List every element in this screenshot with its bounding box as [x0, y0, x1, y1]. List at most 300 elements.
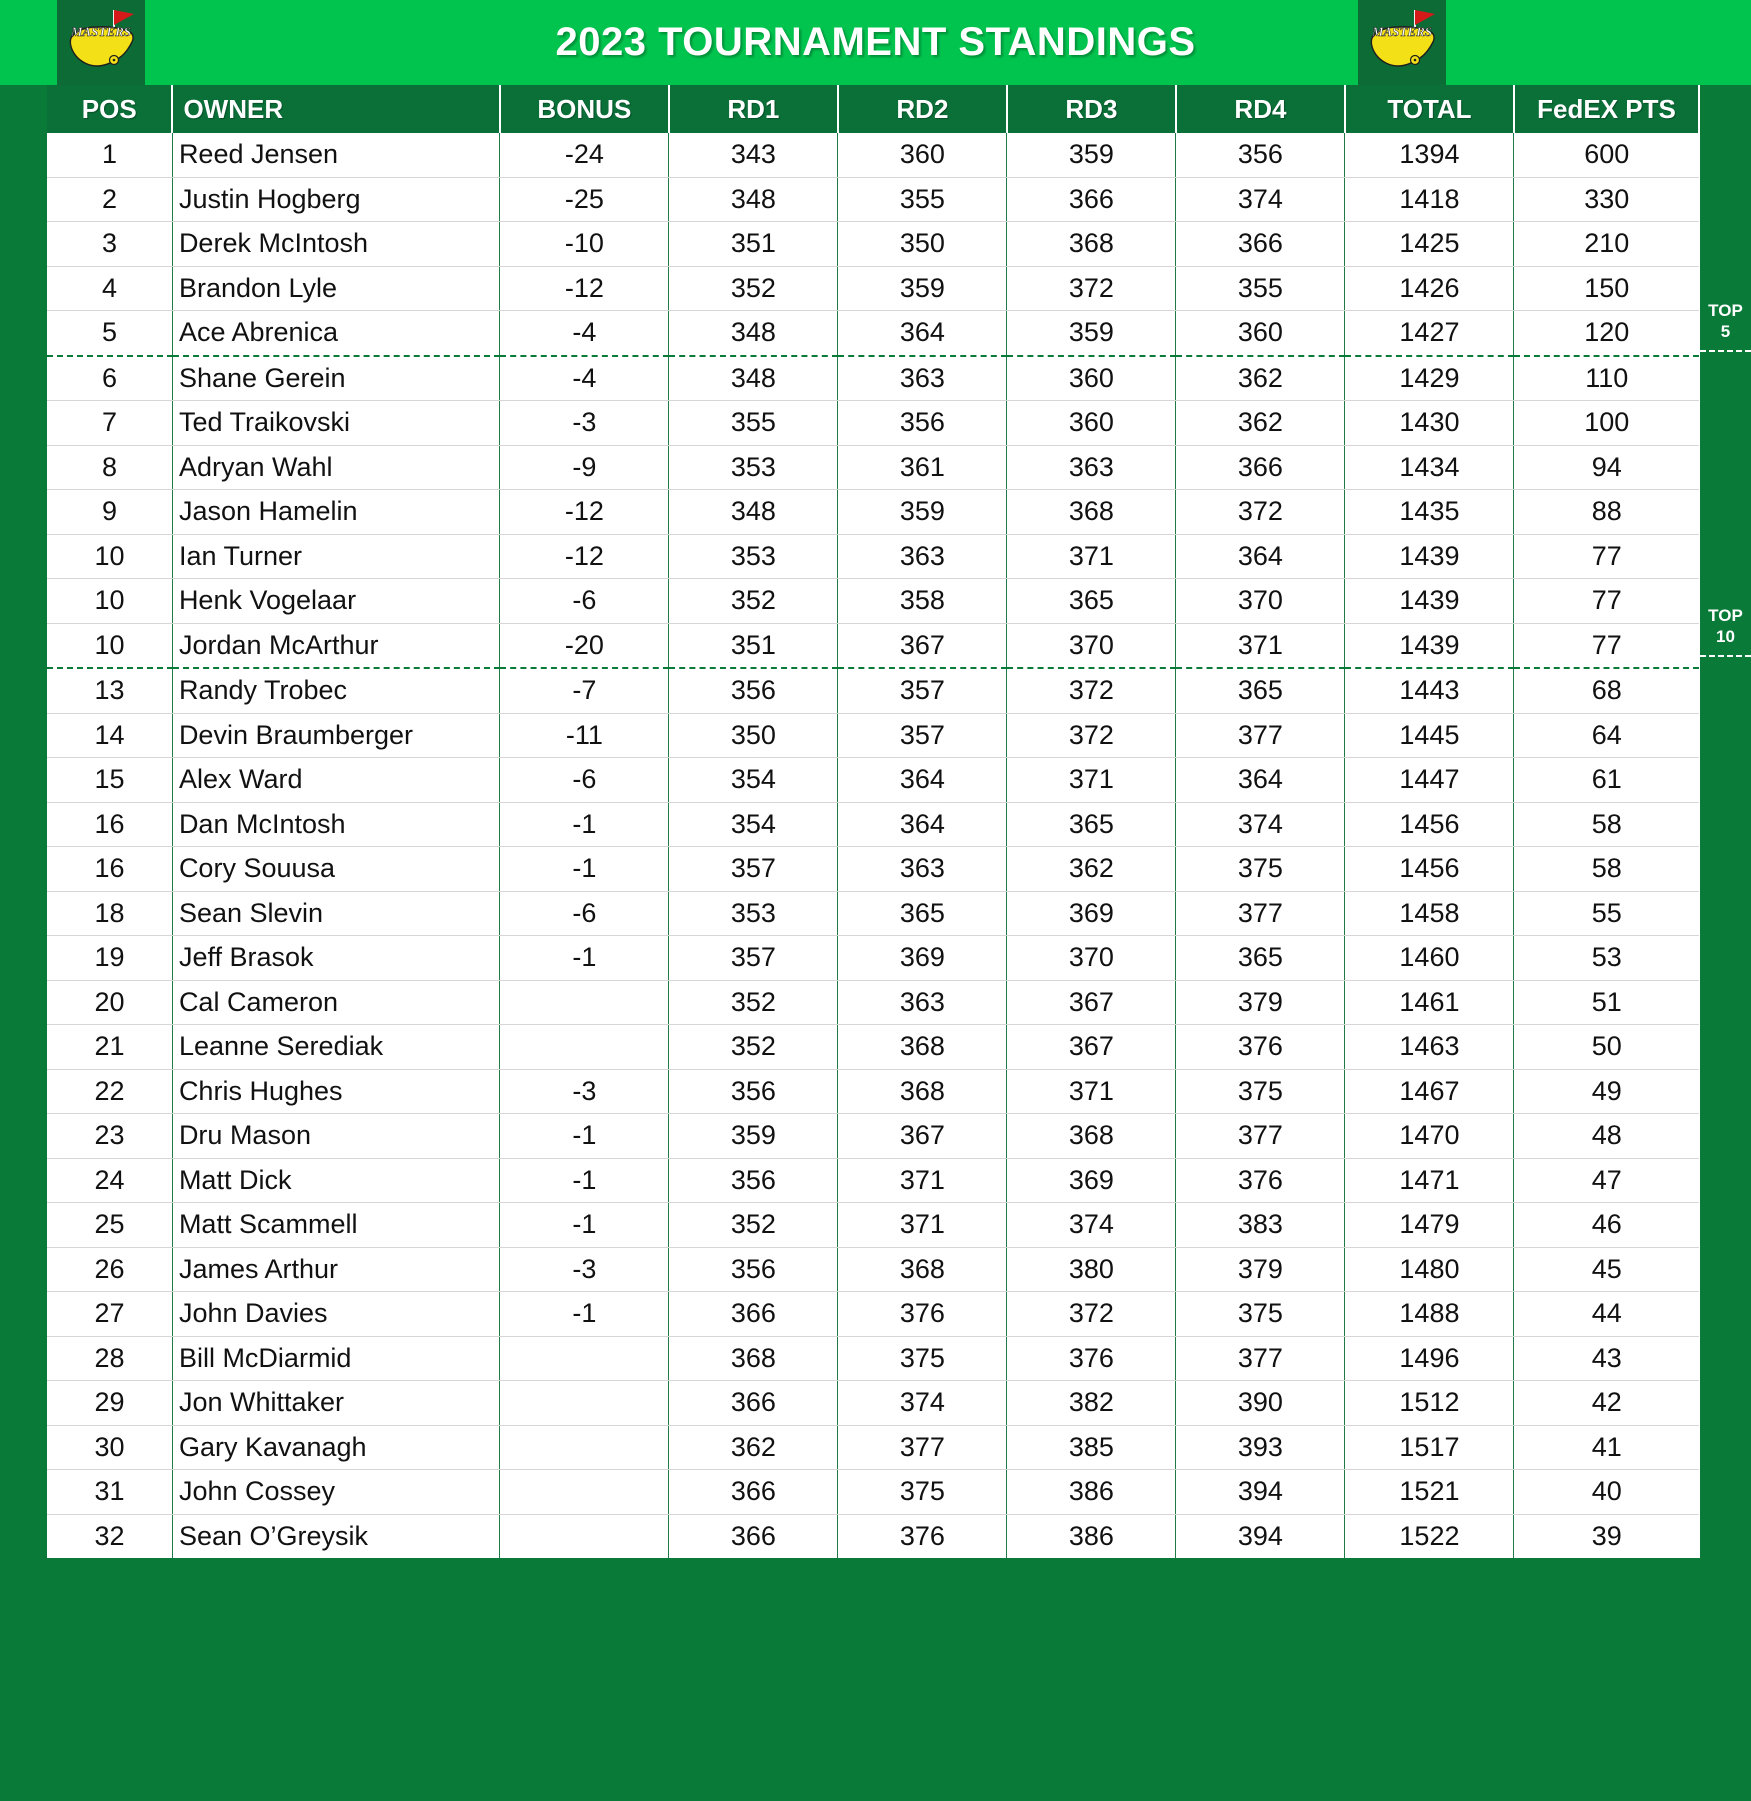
cell-rd3: 380 — [1007, 1247, 1176, 1292]
cell-total: 1461 — [1345, 980, 1514, 1025]
cell-rd1: 352 — [669, 266, 838, 311]
cell-fedex: 58 — [1514, 802, 1699, 847]
column-header-total[interactable]: TOTAL — [1345, 85, 1514, 133]
cell-rd2: 368 — [838, 1069, 1007, 1114]
column-header-rd4[interactable]: RD4 — [1176, 85, 1345, 133]
cell-total: 1430 — [1345, 401, 1514, 446]
cell-bonus: -3 — [500, 1069, 669, 1114]
table-row[interactable] — [47, 133, 1699, 177]
top5-marker — [1700, 300, 1751, 342]
cell-rd1: 354 — [669, 758, 838, 803]
cell-bonus: -6 — [500, 891, 669, 936]
top10-marker-line1: TOP — [1708, 606, 1743, 625]
cell-total: 1471 — [1345, 1158, 1514, 1203]
cell-rd3: 366 — [1007, 177, 1176, 222]
cell-rd2: 371 — [838, 1158, 1007, 1203]
cell-fedex: 45 — [1514, 1247, 1699, 1292]
cell-rd4: 377 — [1176, 1336, 1345, 1381]
cell-owner: Jon Whittaker — [172, 1381, 499, 1426]
cell-pos: 31 — [47, 1470, 172, 1515]
cell-fedex: 68 — [1514, 668, 1699, 713]
cell-rd2: 367 — [838, 1114, 1007, 1159]
cell-fedex: 77 — [1514, 579, 1699, 624]
cell-fedex: 53 — [1514, 936, 1699, 981]
cell-rd1: 343 — [669, 133, 838, 177]
cell-rd3: 362 — [1007, 847, 1176, 892]
column-header-pos[interactable]: POS — [47, 85, 172, 133]
table-row[interactable] — [47, 534, 1699, 579]
standings-body — [47, 133, 1699, 1558]
cell-rd2: 365 — [838, 891, 1007, 936]
table-row[interactable] — [47, 668, 1699, 713]
cell-pos: 10 — [47, 579, 172, 624]
cell-rd3: 372 — [1007, 266, 1176, 311]
table-row[interactable] — [47, 1203, 1699, 1248]
cell-rd2: 357 — [838, 668, 1007, 713]
cell-fedex: 94 — [1514, 445, 1699, 490]
cell-rd4: 383 — [1176, 1203, 1345, 1248]
cell-pos: 28 — [47, 1336, 172, 1381]
cell-rd1: 354 — [669, 802, 838, 847]
cell-bonus: -6 — [500, 579, 669, 624]
cell-total: 1456 — [1345, 802, 1514, 847]
top5-dash-marker — [1700, 350, 1751, 352]
cell-rd4: 364 — [1176, 534, 1345, 579]
cell-pos: 19 — [47, 936, 172, 981]
cell-rd3: 368 — [1007, 1114, 1176, 1159]
table-row[interactable] — [47, 1069, 1699, 1114]
cell-fedex: 49 — [1514, 1069, 1699, 1114]
cell-fedex: 58 — [1514, 847, 1699, 892]
cell-rd3: 369 — [1007, 891, 1176, 936]
cell-total: 1418 — [1345, 177, 1514, 222]
table-row[interactable] — [47, 891, 1699, 936]
cell-fedex: 48 — [1514, 1114, 1699, 1159]
cell-rd2: 361 — [838, 445, 1007, 490]
cell-owner: Ian Turner — [172, 534, 499, 579]
cell-rd3: 374 — [1007, 1203, 1176, 1248]
table-row[interactable] — [47, 1381, 1699, 1426]
cell-rd4: 390 — [1176, 1381, 1345, 1426]
cell-rd1: 348 — [669, 177, 838, 222]
cell-fedex: 44 — [1514, 1292, 1699, 1337]
cell-fedex: 46 — [1514, 1203, 1699, 1248]
cell-rd4: 375 — [1176, 1069, 1345, 1114]
cell-rd1: 353 — [669, 534, 838, 579]
cell-bonus: -9 — [500, 445, 669, 490]
cell-owner: John Davies — [172, 1292, 499, 1337]
cell-rd2: 377 — [838, 1425, 1007, 1470]
cell-owner: Brandon Lyle — [172, 266, 499, 311]
cell-rd4: 374 — [1176, 802, 1345, 847]
table-row[interactable] — [47, 847, 1699, 892]
cell-owner: Gary Kavanagh — [172, 1425, 499, 1470]
cell-bonus: -1 — [500, 1292, 669, 1337]
cell-rd4: 377 — [1176, 1114, 1345, 1159]
cell-bonus: -20 — [500, 623, 669, 668]
cell-rd1: 357 — [669, 847, 838, 892]
table-header-row — [47, 85, 1699, 133]
cell-rd4: 365 — [1176, 936, 1345, 981]
cell-rd1: 356 — [669, 1069, 838, 1114]
cell-pos: 14 — [47, 713, 172, 758]
cell-bonus: -3 — [500, 401, 669, 446]
cell-total: 1463 — [1345, 1025, 1514, 1070]
cell-rd3: 360 — [1007, 401, 1176, 446]
cell-rd3: 369 — [1007, 1158, 1176, 1203]
cell-total: 1426 — [1345, 266, 1514, 311]
cell-rd2: 350 — [838, 222, 1007, 267]
cell-rd1: 348 — [669, 356, 838, 401]
cell-rd4: 362 — [1176, 356, 1345, 401]
cell-fedex: 77 — [1514, 623, 1699, 668]
cell-total: 1439 — [1345, 623, 1514, 668]
cell-owner: Devin Braumberger — [172, 713, 499, 758]
cell-rd4: 377 — [1176, 891, 1345, 936]
cell-pos: 21 — [47, 1025, 172, 1070]
cell-pos: 8 — [47, 445, 172, 490]
cell-total: 1496 — [1345, 1336, 1514, 1381]
cell-rd2: 363 — [838, 356, 1007, 401]
cell-rd3: 365 — [1007, 579, 1176, 624]
cell-fedex: 61 — [1514, 758, 1699, 803]
cell-rd2: 367 — [838, 623, 1007, 668]
cell-rd1: 356 — [669, 1158, 838, 1203]
cell-bonus: -1 — [500, 1203, 669, 1248]
cell-rd4: 366 — [1176, 222, 1345, 267]
cell-rd2: 371 — [838, 1203, 1007, 1248]
table-row[interactable] — [47, 936, 1699, 981]
cell-total: 1435 — [1345, 490, 1514, 535]
cell-rd3: 367 — [1007, 980, 1176, 1025]
cell-fedex: 41 — [1514, 1425, 1699, 1470]
standings-table-wrap — [47, 85, 1700, 1558]
svg-text:MASTERS: MASTERS — [1372, 24, 1432, 39]
cell-pos: 2 — [47, 177, 172, 222]
table-row[interactable] — [47, 356, 1699, 401]
cell-rd1: 351 — [669, 222, 838, 267]
cell-bonus: -1 — [500, 1114, 669, 1159]
cell-owner: Dan McIntosh — [172, 802, 499, 847]
column-header-rd3[interactable]: RD3 — [1007, 85, 1176, 133]
cell-owner: Adryan Wahl — [172, 445, 499, 490]
cell-rd2: 369 — [838, 936, 1007, 981]
cell-pos: 6 — [47, 356, 172, 401]
column-header-owner[interactable]: OWNER — [172, 85, 499, 133]
cell-fedex: 50 — [1514, 1025, 1699, 1070]
cell-bonus: -1 — [500, 847, 669, 892]
cell-pos: 10 — [47, 623, 172, 668]
cell-total: 1521 — [1345, 1470, 1514, 1515]
column-header-bonus[interactable]: BONUS — [500, 85, 669, 133]
cell-rd1: 359 — [669, 1114, 838, 1159]
cell-total: 1467 — [1345, 1069, 1514, 1114]
table-row[interactable] — [47, 490, 1699, 535]
table-row[interactable] — [47, 1292, 1699, 1337]
cell-rd3: 359 — [1007, 311, 1176, 356]
cell-owner: John Cossey — [172, 1470, 499, 1515]
cell-bonus: -12 — [500, 490, 669, 535]
table-row[interactable] — [47, 177, 1699, 222]
table-row[interactable] — [47, 1247, 1699, 1292]
cell-total: 1447 — [1345, 758, 1514, 803]
cell-rd3: 371 — [1007, 758, 1176, 803]
cell-pos: 13 — [47, 668, 172, 713]
cell-total: 1480 — [1345, 1247, 1514, 1292]
cell-owner: Justin Hogberg — [172, 177, 499, 222]
cell-rd3: 363 — [1007, 445, 1176, 490]
cell-bonus: -12 — [500, 266, 669, 311]
cell-rd3: 370 — [1007, 623, 1176, 668]
cell-rd2: 363 — [838, 847, 1007, 892]
cell-fedex: 210 — [1514, 222, 1699, 267]
cell-rd1: 353 — [669, 445, 838, 490]
cell-pos: 23 — [47, 1114, 172, 1159]
cell-pos: 10 — [47, 534, 172, 579]
cell-owner: Dru Mason — [172, 1114, 499, 1159]
table-row[interactable] — [47, 222, 1699, 267]
cell-bonus: -24 — [500, 133, 669, 177]
cell-rd4: 370 — [1176, 579, 1345, 624]
cell-fedex: 77 — [1514, 534, 1699, 579]
cell-total: 1517 — [1345, 1425, 1514, 1470]
cell-rd3: 370 — [1007, 936, 1176, 981]
cell-rd2: 355 — [838, 177, 1007, 222]
table-row[interactable] — [47, 1514, 1699, 1558]
table-row[interactable] — [47, 1336, 1699, 1381]
top10-marker — [1700, 605, 1751, 647]
cell-owner: Chris Hughes — [172, 1069, 499, 1114]
cell-total: 1522 — [1345, 1514, 1514, 1558]
cell-rd2: 356 — [838, 401, 1007, 446]
cell-owner: Leanne Serediak — [172, 1025, 499, 1070]
table-row[interactable] — [47, 401, 1699, 446]
cell-rd1: 362 — [669, 1425, 838, 1470]
cell-rd1: 366 — [669, 1292, 838, 1337]
cell-owner: Henk Vogelaar — [172, 579, 499, 624]
cell-total: 1460 — [1345, 936, 1514, 981]
cell-bonus: -10 — [500, 222, 669, 267]
table-row[interactable] — [47, 980, 1699, 1025]
table-row[interactable] — [47, 1114, 1699, 1159]
cell-rd2: 359 — [838, 490, 1007, 535]
cell-rd3: 367 — [1007, 1025, 1176, 1070]
cell-bonus: -4 — [500, 356, 669, 401]
table-row[interactable] — [47, 266, 1699, 311]
cell-fedex: 330 — [1514, 177, 1699, 222]
cell-rd3: 360 — [1007, 356, 1176, 401]
cell-rd4: 360 — [1176, 311, 1345, 356]
cell-rd4: 365 — [1176, 668, 1345, 713]
cell-rd1: 353 — [669, 891, 838, 936]
cell-rd2: 363 — [838, 534, 1007, 579]
cell-owner: James Arthur — [172, 1247, 499, 1292]
top10-marker-line2: 10 — [1716, 627, 1735, 646]
table-row[interactable] — [47, 1025, 1699, 1070]
cell-rd1: 356 — [669, 668, 838, 713]
cell-fedex: 120 — [1514, 311, 1699, 356]
cell-owner: Sean Slevin — [172, 891, 499, 936]
cell-rd2: 363 — [838, 980, 1007, 1025]
cell-owner: Cal Cameron — [172, 980, 499, 1025]
cell-owner: Ted Traikovski — [172, 401, 499, 446]
cell-rd4: 376 — [1176, 1025, 1345, 1070]
cell-rd1: 352 — [669, 980, 838, 1025]
cell-owner: Jeff Brasok — [172, 936, 499, 981]
cell-rd4: 374 — [1176, 177, 1345, 222]
cell-pos: 16 — [47, 847, 172, 892]
cell-total: 1479 — [1345, 1203, 1514, 1248]
cell-bonus — [500, 1336, 669, 1381]
cell-fedex: 47 — [1514, 1158, 1699, 1203]
cell-total: 1456 — [1345, 847, 1514, 892]
cell-rd2: 375 — [838, 1336, 1007, 1381]
table-row[interactable] — [47, 579, 1699, 624]
cell-fedex: 150 — [1514, 266, 1699, 311]
cell-fedex: 88 — [1514, 490, 1699, 535]
cell-rd4: 379 — [1176, 1247, 1345, 1292]
column-header-rd1[interactable]: RD1 — [669, 85, 838, 133]
cell-rd1: 352 — [669, 579, 838, 624]
standings-table — [47, 85, 1700, 1558]
cell-rd4: 366 — [1176, 445, 1345, 490]
table-row[interactable] — [47, 1158, 1699, 1203]
cell-total: 1443 — [1345, 668, 1514, 713]
cell-bonus: -25 — [500, 177, 669, 222]
cell-rd3: 372 — [1007, 668, 1176, 713]
cell-rd1: 356 — [669, 1247, 838, 1292]
cell-rd3: 386 — [1007, 1514, 1176, 1558]
cell-rd1: 366 — [669, 1470, 838, 1515]
cell-rd3: 365 — [1007, 802, 1176, 847]
cell-fedex: 110 — [1514, 356, 1699, 401]
cell-rd2: 375 — [838, 1470, 1007, 1515]
cell-fedex: 55 — [1514, 891, 1699, 936]
cell-pos: 27 — [47, 1292, 172, 1337]
table-row[interactable] — [47, 802, 1699, 847]
cell-rd3: 372 — [1007, 1292, 1176, 1337]
top5-marker-line2: 5 — [1720, 322, 1731, 341]
cell-fedex: 40 — [1514, 1470, 1699, 1515]
table-row[interactable] — [47, 445, 1699, 490]
cell-rd4: 377 — [1176, 713, 1345, 758]
cell-pos: 30 — [47, 1425, 172, 1470]
cell-rd4: 375 — [1176, 847, 1345, 892]
cell-total: 1439 — [1345, 579, 1514, 624]
cell-pos: 26 — [47, 1247, 172, 1292]
cell-bonus — [500, 980, 669, 1025]
cell-bonus: -12 — [500, 534, 669, 579]
cell-rd3: 386 — [1007, 1470, 1176, 1515]
cell-rd1: 355 — [669, 401, 838, 446]
cell-owner: Shane Gerein — [172, 356, 499, 401]
cell-rd4: 364 — [1176, 758, 1345, 803]
cell-fedex: 64 — [1514, 713, 1699, 758]
cell-owner: Jordan McArthur — [172, 623, 499, 668]
cell-rd4: 375 — [1176, 1292, 1345, 1337]
cell-pos: 4 — [47, 266, 172, 311]
cell-pos: 24 — [47, 1158, 172, 1203]
cell-owner: Sean O’Greysik — [172, 1514, 499, 1558]
top10-dash-marker — [1700, 655, 1751, 657]
cell-pos: 32 — [47, 1514, 172, 1558]
masters-logo-left — [57, 0, 145, 85]
cell-rd4: 394 — [1176, 1514, 1345, 1558]
cell-bonus: -7 — [500, 668, 669, 713]
cell-fedex: 100 — [1514, 401, 1699, 446]
cell-rd3: 371 — [1007, 534, 1176, 579]
cell-total: 1488 — [1345, 1292, 1514, 1337]
cell-rd1: 348 — [669, 490, 838, 535]
cell-rd1: 357 — [669, 936, 838, 981]
cell-total: 1394 — [1345, 133, 1514, 177]
cell-fedex: 600 — [1514, 133, 1699, 177]
cell-pos: 3 — [47, 222, 172, 267]
cell-bonus: -4 — [500, 311, 669, 356]
cell-rd2: 357 — [838, 713, 1007, 758]
table-row[interactable] — [47, 713, 1699, 758]
cell-rd4: 393 — [1176, 1425, 1345, 1470]
cell-bonus: -1 — [500, 802, 669, 847]
cell-pos: 20 — [47, 980, 172, 1025]
cell-rd3: 382 — [1007, 1381, 1176, 1426]
cell-rd1: 351 — [669, 623, 838, 668]
cell-rd2: 376 — [838, 1292, 1007, 1337]
cell-bonus — [500, 1025, 669, 1070]
cell-rd1: 368 — [669, 1336, 838, 1381]
cell-total: 1445 — [1345, 713, 1514, 758]
cell-rd3: 385 — [1007, 1425, 1176, 1470]
cell-owner: Matt Dick — [172, 1158, 499, 1203]
cell-owner: Ace Abrenica — [172, 311, 499, 356]
table-row[interactable] — [47, 311, 1699, 356]
svg-text:MASTERS: MASTERS — [71, 24, 131, 39]
cell-rd1: 366 — [669, 1381, 838, 1426]
cell-bonus: -1 — [500, 936, 669, 981]
cell-bonus: -1 — [500, 1158, 669, 1203]
cell-pos: 29 — [47, 1381, 172, 1426]
cell-owner: Reed Jensen — [172, 133, 499, 177]
cell-bonus — [500, 1470, 669, 1515]
table-row[interactable] — [47, 1470, 1699, 1515]
cell-total: 1470 — [1345, 1114, 1514, 1159]
cell-bonus: -6 — [500, 758, 669, 803]
cell-bonus — [500, 1381, 669, 1426]
cell-rd4: 362 — [1176, 401, 1345, 446]
cell-owner: Alex Ward — [172, 758, 499, 803]
cell-fedex: 39 — [1514, 1514, 1699, 1558]
cell-bonus: -3 — [500, 1247, 669, 1292]
cell-bonus — [500, 1425, 669, 1470]
column-header-fedex[interactable]: FedEX PTS — [1514, 85, 1699, 133]
cell-rd2: 358 — [838, 579, 1007, 624]
cell-rd3: 359 — [1007, 133, 1176, 177]
cell-pos: 7 — [47, 401, 172, 446]
table-row[interactable] — [47, 758, 1699, 803]
table-row[interactable] — [47, 1425, 1699, 1470]
cell-rd2: 368 — [838, 1025, 1007, 1070]
cell-rd2: 364 — [838, 802, 1007, 847]
cell-fedex: 43 — [1514, 1336, 1699, 1381]
cell-owner: Matt Scammell — [172, 1203, 499, 1248]
cell-pos: 22 — [47, 1069, 172, 1114]
cell-bonus: -11 — [500, 713, 669, 758]
cell-rd1: 350 — [669, 713, 838, 758]
cell-rd3: 368 — [1007, 490, 1176, 535]
cell-rd4: 355 — [1176, 266, 1345, 311]
table-row[interactable] — [47, 623, 1699, 668]
column-header-rd2[interactable]: RD2 — [838, 85, 1007, 133]
